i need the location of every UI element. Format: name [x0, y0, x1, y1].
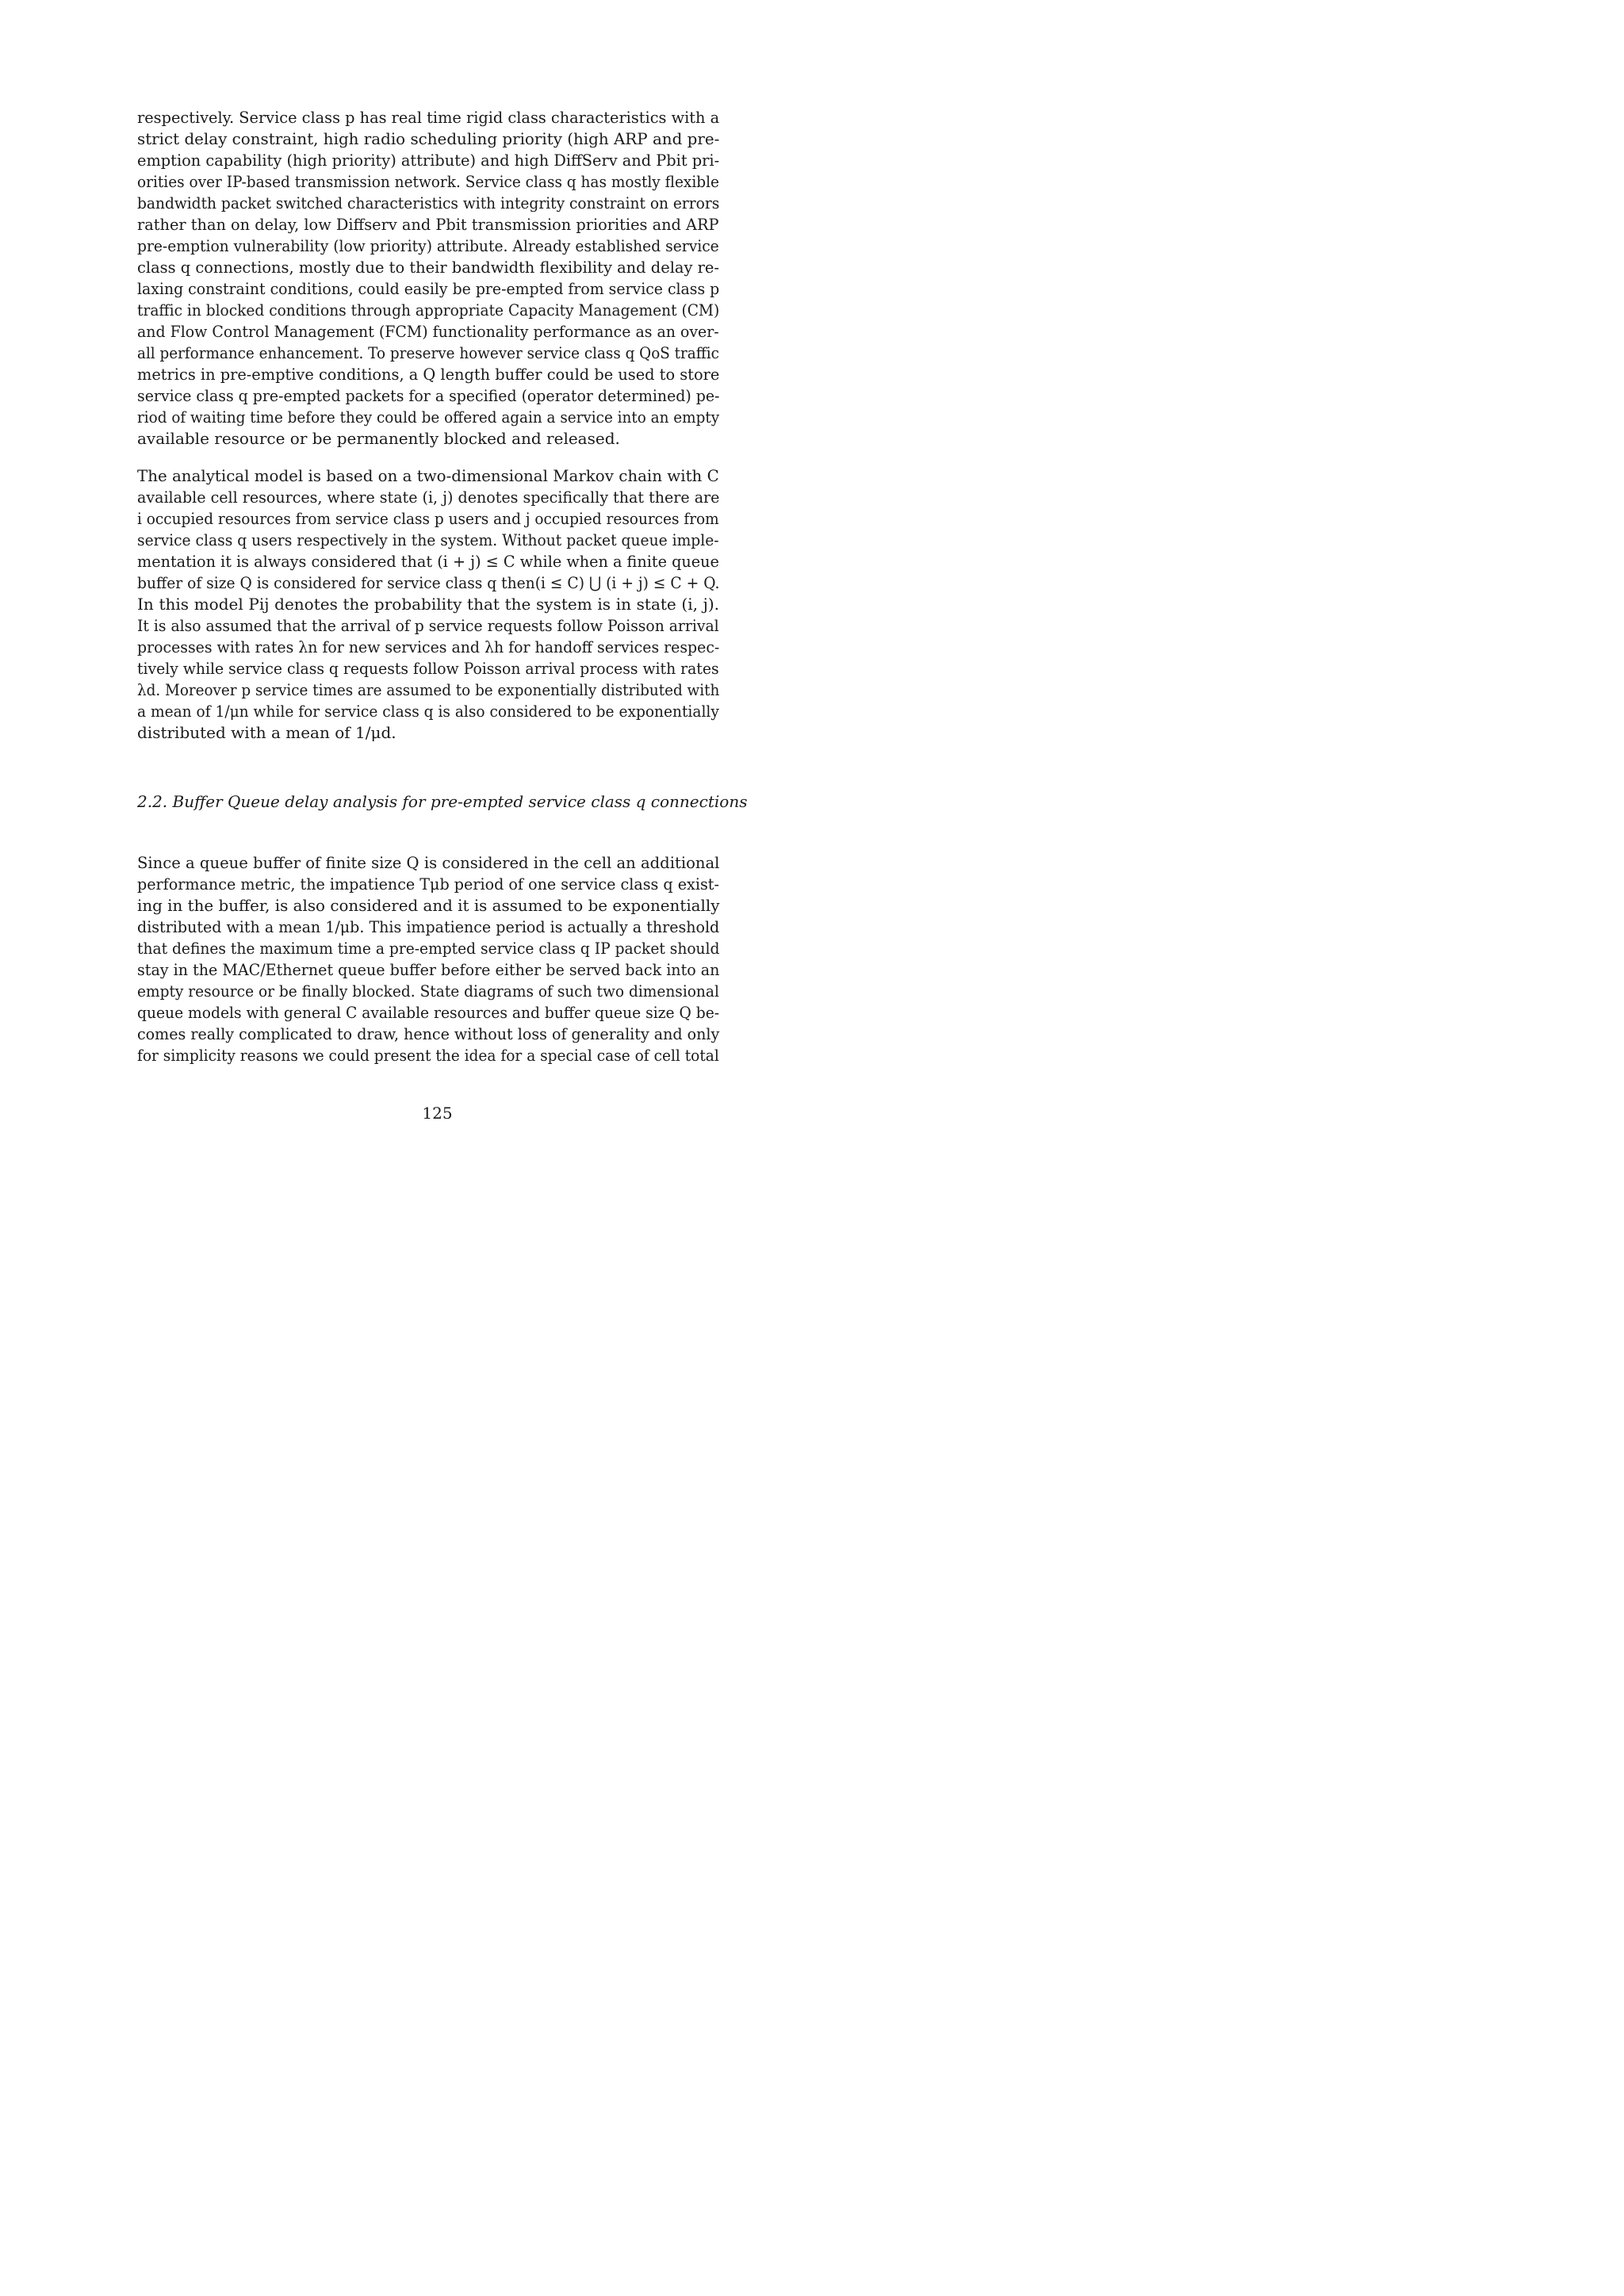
paragraph-analytical-model [137, 465, 719, 744]
paragraph-line: Since a queue buffer of finite size Q is considered in the cell an additional [137, 853, 720, 872]
paragraph-line: processes with rates λn for new services and λh for handoff services respec- [137, 637, 720, 656]
paragraph-line: strict delay constraint, high radio scheduling priority (high ARP and pre- [137, 129, 720, 148]
paragraph-line: available resource or be permanently blocked and released. [137, 429, 620, 448]
paragraph-line: mentation it is always considered that (i + j) ≤ C while when a finite queue [137, 552, 719, 571]
paragraph-line: In this model Pij denotes the probability that the system is in state (i, j). [137, 595, 719, 614]
paragraph-line: riod of waiting time before they could be offered again a service into an empty [137, 408, 720, 427]
paragraph-line: λd. Moreover p service times are assumed to be exponentially distributed with [137, 680, 720, 699]
paragraph-line: It is also assumed that the arrival of p service requests follow Poisson arrival [137, 616, 719, 635]
section-heading: 2.2. Buffer Queue delay analysis for pre-empted service class q connections [137, 792, 748, 811]
paragraph-buffer-queue [137, 852, 719, 1066]
paragraph-line: service class q users respectively in the system. Without packet queue imple- [137, 530, 719, 549]
paragraph-line: i occupied resources from service class p users and j occupied resources from [137, 509, 719, 528]
paragraph-line: bandwidth packet switched characteristics with integrity constraint on errors [137, 193, 720, 212]
paragraph-line: laxing constraint conditions, could easily be pre-empted from service class p [137, 279, 720, 298]
paragraph-service-classes [137, 107, 719, 450]
paragraph-line: The analytical model is based on a two-dimensional Markov chain with C [137, 466, 719, 485]
paragraph-line: service class q pre-empted packets for a specified (operator determined) pe- [137, 386, 720, 405]
paragraph-line: orities over IP-based transmission network. Service class q has mostly flexible [137, 172, 719, 191]
paragraph-line: stay in the MAC/Ethernet queue buffer before either be served back into an [137, 960, 720, 979]
paragraph-line: traffic in blocked conditions through appropriate Capacity Management (CM) [137, 300, 720, 320]
paragraph-line: performance metric, the impatience Tμb period of one service class q exist- [137, 874, 719, 894]
paragraph-line: a mean of 1/μn while for service class q is also considered to be exponentially [137, 702, 719, 721]
paragraph-line: rather than on delay, low Diffserv and Pbit transmission priorities and ARP [137, 215, 719, 234]
paragraph-line: that defines the maximum time a pre-empted service class q IP packet should [137, 939, 720, 958]
paragraph-line: comes really complicated to draw, hence without loss of generality and only [137, 1024, 720, 1043]
paragraph-line: all performance enhancement. To preserve however service class q QoS traffic [137, 343, 719, 362]
paragraph-line: distributed with a mean 1/μb. This impatience period is actually a threshold [137, 917, 720, 936]
paragraph-line: available cell resources, where state (i, j) denotes specifically that there are [137, 488, 720, 507]
paragraph-line: metrics in pre-emptive conditions, a Q length buffer could be used to store [137, 365, 720, 384]
paragraph-line: for simplicity reasons we could present the idea for a special case of cell total [137, 1046, 719, 1065]
paragraph-line: pre-emption vulnerability (low priority) attribute. Already established service [137, 236, 719, 255]
paragraph-line: queue models with general C available resources and buffer queue size Q be- [137, 1003, 720, 1022]
paragraph-line: distributed with a mean of 1/μd. [137, 723, 396, 742]
paragraph-line: respectively. Service class p has real time rigid class characteristics with a [137, 108, 720, 127]
page-number: 125 [422, 1104, 453, 1123]
paragraph-line: emption capability (high priority) attribute) and high DiffServ and Pbit pri- [137, 151, 720, 170]
paragraph-line: empty resource or be finally blocked. State diagrams of such two dimensional [137, 982, 719, 1001]
paragraph-line: buffer of size Q is considered for service class q then(i ≤ C) ⋃ (i + j) ≤ C + Q. [137, 573, 720, 592]
paragraph-line: tively while service class q requests follow Poisson arrival process with rates [137, 659, 719, 678]
paragraph-line: class q connections, mostly due to their bandwidth flexibility and delay re- [137, 258, 719, 277]
paragraph-line: ing in the buffer, is also considered and it is assumed to be exponentially [137, 896, 720, 915]
document-page [0, 0, 875, 1237]
paragraph-line: and Flow Control Management (FCM) functionality performance as an over- [137, 322, 719, 341]
